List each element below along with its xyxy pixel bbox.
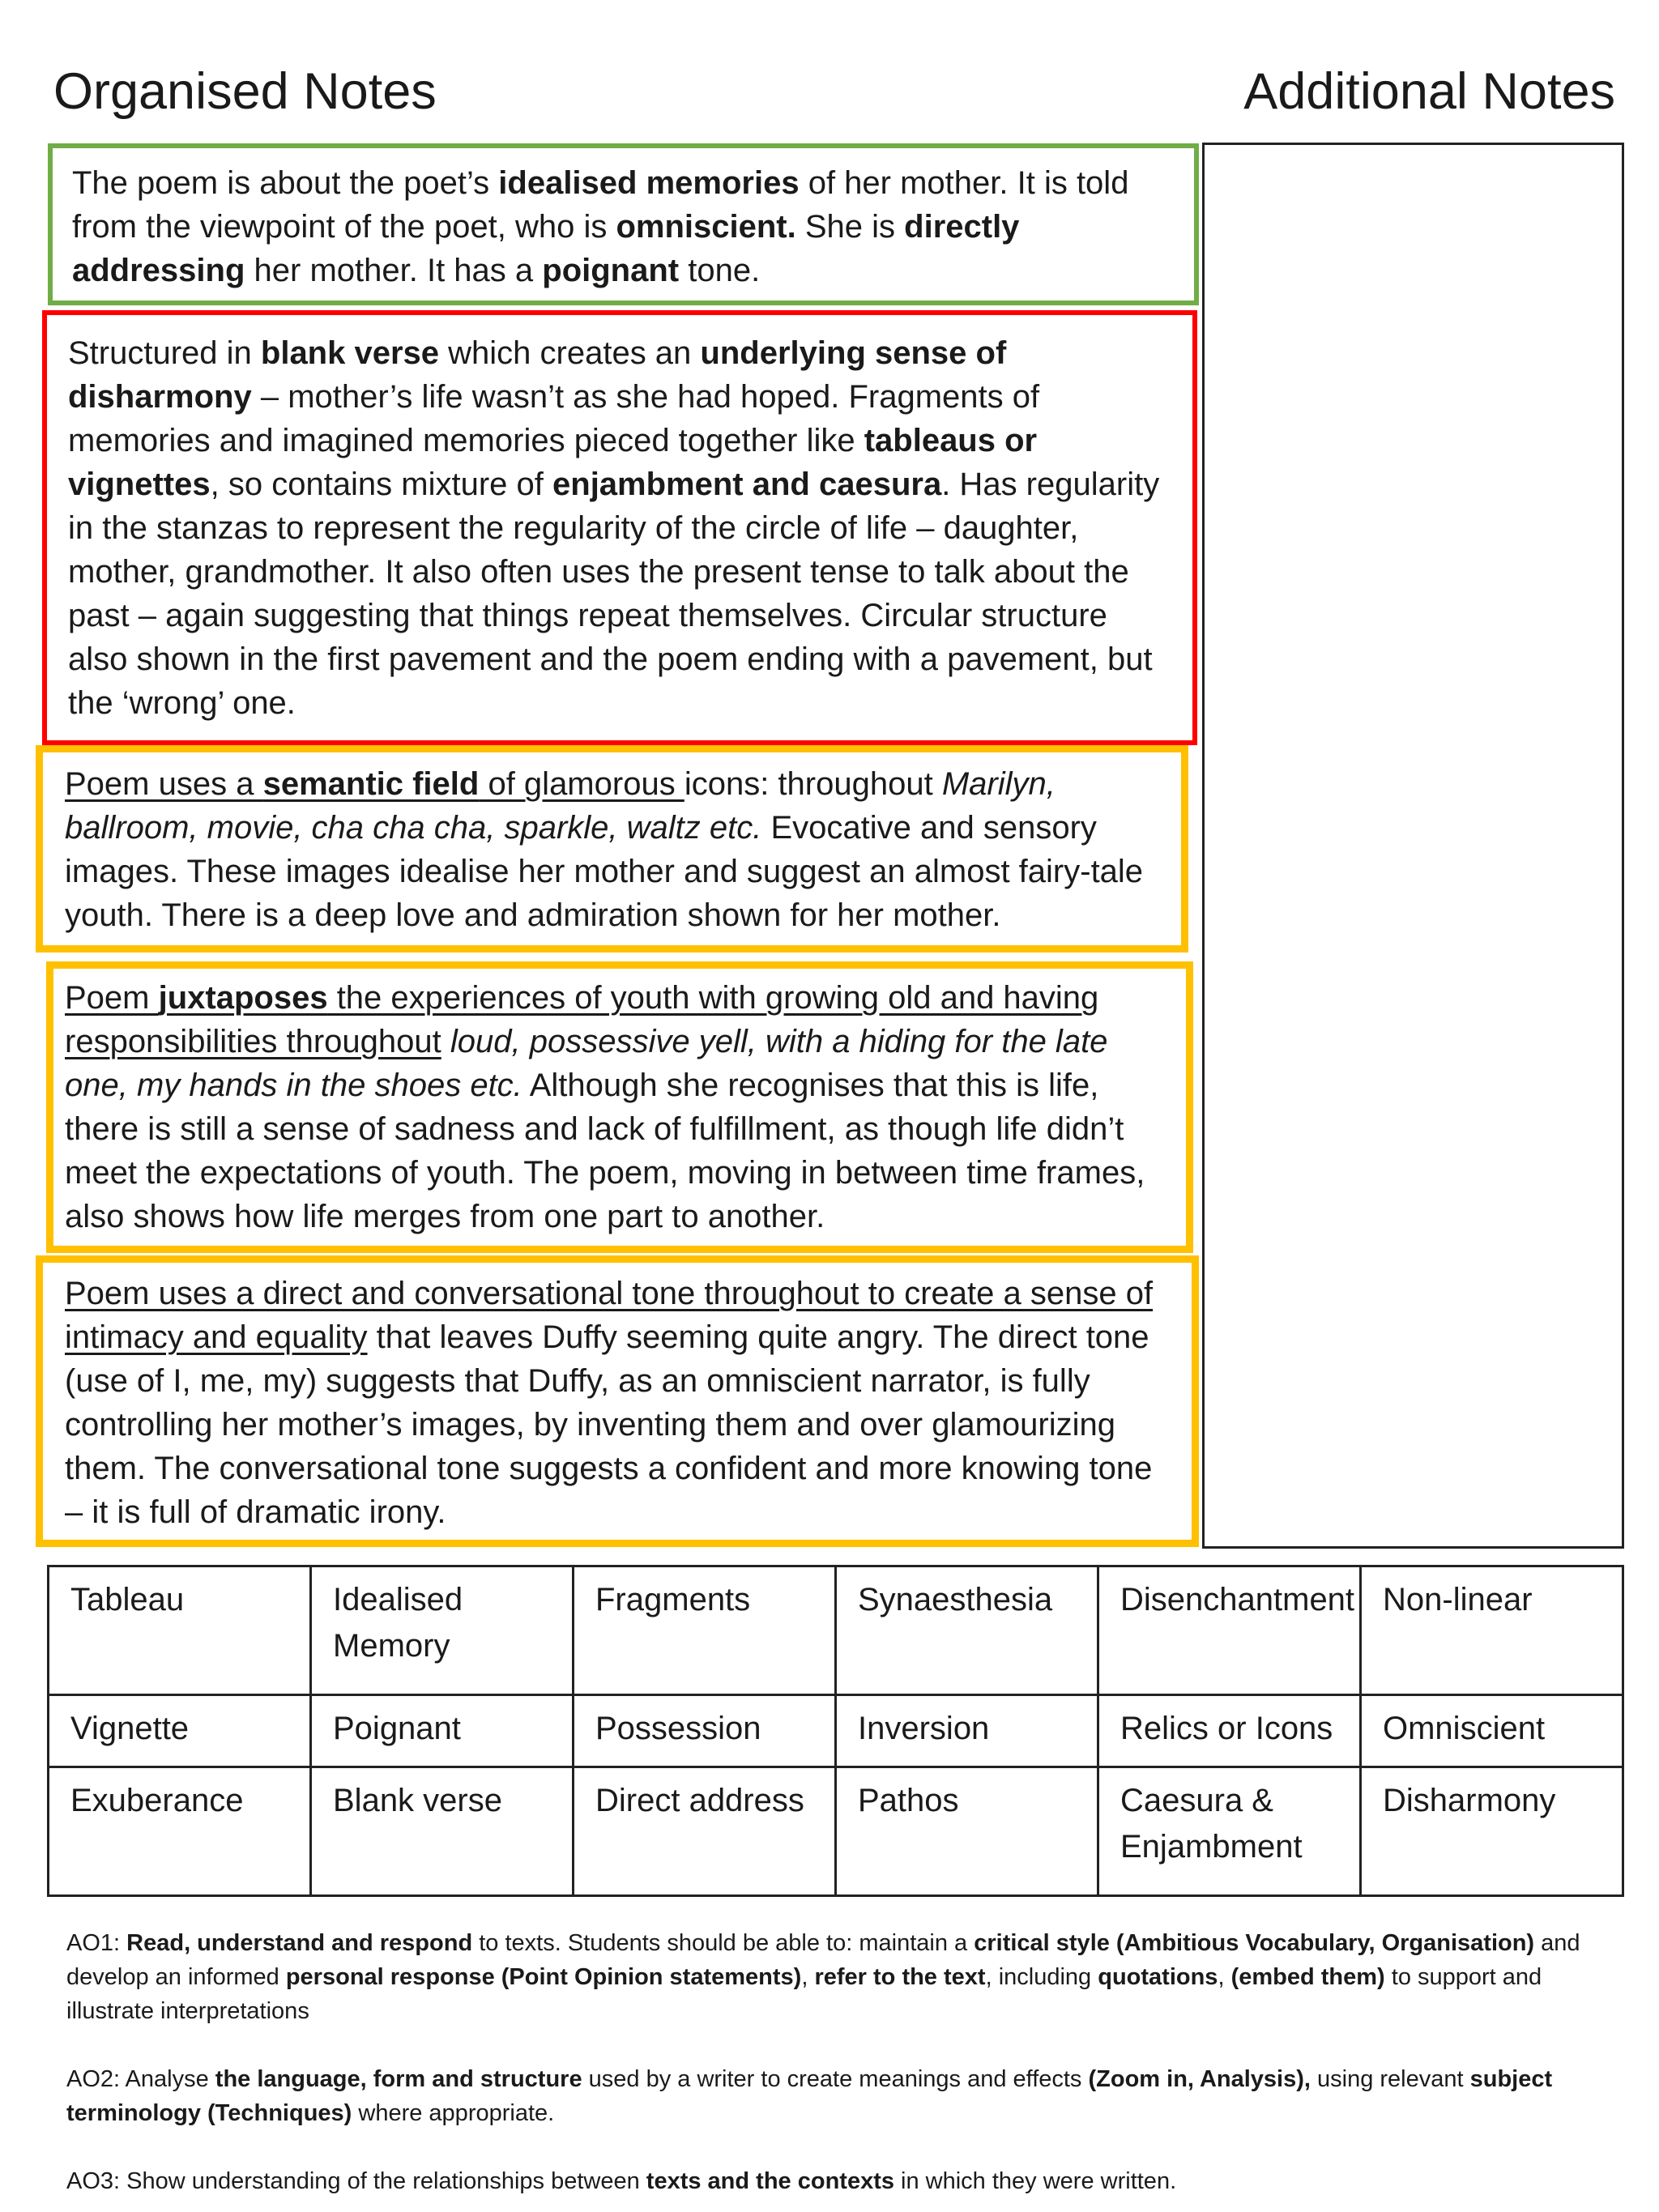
text-run: – mother’s life wasn’t as she had hoped. Fragments of memories and imagined memories pieced together like xyxy=(68,379,1040,458)
key-term: omniscient. xyxy=(616,209,796,245)
table-cell: Non-linear xyxy=(1361,1566,1623,1695)
text-run: Poem uses a xyxy=(65,766,263,802)
table-cell: Tableau xyxy=(49,1566,311,1695)
text-run: , xyxy=(1218,1964,1231,1990)
table-cell: Direct address xyxy=(574,1767,836,1895)
text-run: Poem xyxy=(65,980,159,1016)
key-term: Read, understand and respond xyxy=(126,1930,473,1956)
additional-notes-box[interactable] xyxy=(1202,143,1624,1549)
text-run: Poem uses a direct and conversational tone throughout to create a sense of intimacy and equality xyxy=(65,1276,1154,1355)
text-run: . Has regularity in the stanzas to represent the regularity of the circle of life – daughter, mother, grandmother. It also often uses the present tense to talk about the past – again suggesting that things repeat themselves. Circular structure also shown in the first pavement and the poem ending with a pavement, but the ‘wrong’ one. xyxy=(68,467,1160,721)
key-term: subject terminology (Techniques) xyxy=(66,2066,1553,2126)
text-run: Structured in xyxy=(68,335,261,371)
text-run: She is xyxy=(795,209,905,245)
note-text xyxy=(72,161,1175,292)
key-term: juxtaposes xyxy=(158,980,328,1016)
table-row xyxy=(49,1767,1623,1895)
tone-note xyxy=(36,1255,1199,1547)
table-cell: Inversion xyxy=(836,1695,1098,1767)
table-cell: Idealised Memory xyxy=(311,1566,574,1695)
text-run: and develop an informed xyxy=(66,1930,1580,1990)
note-text xyxy=(68,331,1173,725)
key-term: blank verse xyxy=(260,335,440,371)
key-term: critical style (Ambitious Vocabulary, Organisation) xyxy=(974,1930,1535,1956)
key-term: (Zoom in, Analysis), xyxy=(1088,2066,1311,2092)
key-term: personal response (Point Opinion statements) xyxy=(285,1964,802,1990)
ao2-criteria xyxy=(66,2062,1622,2130)
key-term: the language, form and structure xyxy=(215,2066,582,2092)
juxtaposition-note xyxy=(46,961,1193,1253)
text-run: Although she recognises that this is life, there is still a sense of sadness and lack of fulfillment, as though life didn’t meet the expectations of youth. The poem, moving in between time frames, also shows how life merges from one part to another. xyxy=(65,1068,1145,1234)
text-run: which creates an xyxy=(439,335,701,371)
key-term: (embed them) xyxy=(1230,1964,1385,1990)
text-run: to texts. Students should be able to: maintain a xyxy=(472,1930,975,1956)
table-cell: Fragments xyxy=(574,1566,836,1695)
text-run: that leaves Duffy seeming quite angry. The direct tone (use of I, me, my) suggests that Duffy, as an omniscient narrator, is fully controlling her mother’s images, by inventing them and over glamourizing them. The conversational tone suggests a confident and more knowing tone – it is full of dramatic irony. xyxy=(65,1319,1153,1530)
text-run: to support and illustrate interpretations xyxy=(66,1964,1542,2024)
key-term: semantic field xyxy=(262,766,480,802)
text-run: The poem is about the poet’s xyxy=(72,165,499,201)
text-run: , so contains mixture of xyxy=(210,467,553,502)
table-cell: Synaesthesia xyxy=(836,1566,1098,1695)
ao3-criteria xyxy=(66,2164,1622,2198)
text-run: AO3: Show understanding of the relationships between xyxy=(66,2168,646,2194)
additional-notes-heading: Additional Notes xyxy=(1243,63,1615,120)
text-run: Evocative and sensory images. These images idealise her mother and suggest an almost fairy-tale youth. There is a deep love and admiration shown for her mother. xyxy=(65,810,1144,933)
text-run: , xyxy=(801,1964,815,1990)
organised-notes-heading: Organised Notes xyxy=(53,63,437,120)
table-cell: Disharmony xyxy=(1361,1767,1623,1895)
table-cell: Caesura & Enjambment xyxy=(1098,1767,1361,1895)
table-cell: Poignant xyxy=(311,1695,574,1767)
text-run: AO1: xyxy=(66,1930,127,1956)
text-run: in which they were written. xyxy=(893,2168,1177,2194)
text-run: the experiences of youth with growing old and having responsibilities throughout xyxy=(65,980,1099,1059)
key-term: underlying sense of disharmony xyxy=(68,335,1007,415)
key-term: texts and the contexts xyxy=(646,2168,894,2194)
table-cell: Pathos xyxy=(836,1767,1098,1895)
key-term: tableaus or vignettes xyxy=(68,423,1038,502)
text-run: where appropriate. xyxy=(352,2100,555,2126)
semantic-field-note xyxy=(36,745,1188,953)
text-run: used by a writer to create meanings and effects xyxy=(582,2066,1089,2092)
text-run: her mother. It has a xyxy=(245,253,543,288)
criteria-text xyxy=(66,1926,1622,2028)
key-term: poignant xyxy=(542,253,680,288)
text-run: tone. xyxy=(679,253,761,288)
table-cell: Omniscient xyxy=(1361,1695,1623,1767)
quotation: Marilyn, ballroom, movie, cha cha cha, sparkle, waltz etc. xyxy=(65,766,1056,846)
note-text xyxy=(65,976,1168,1238)
poem-overview-note xyxy=(48,143,1199,305)
key-term: quotations xyxy=(1098,1964,1218,1990)
text-run: of glamorous xyxy=(479,766,684,802)
table-cell: Exuberance xyxy=(49,1767,311,1895)
structure-note xyxy=(42,310,1197,745)
note-text xyxy=(65,1272,1174,1534)
text-run: , including xyxy=(985,1964,1098,1990)
terminology-table xyxy=(47,1565,1624,1897)
text-run xyxy=(441,1024,450,1059)
quotation: loud, possessive yell, with a hiding for the late one, my hands in the shoes etc. xyxy=(65,1024,1108,1103)
table-row xyxy=(49,1566,1623,1695)
table-cell: Relics or Icons xyxy=(1098,1695,1361,1767)
key-term: enjambment and caesura xyxy=(552,467,942,502)
table-cell: Vignette xyxy=(49,1695,311,1767)
text-run: icons: throughout xyxy=(684,766,942,802)
text-run: using relevant xyxy=(1310,2066,1470,2092)
text-run: of her mother. It is told from the viewpoint of the poet, who is xyxy=(72,165,1129,245)
table-row xyxy=(49,1695,1623,1767)
criteria-text xyxy=(66,2164,1622,2198)
ao1-criteria xyxy=(66,1926,1622,2028)
table-cell: Possession xyxy=(574,1695,836,1767)
table-cell: Blank verse xyxy=(311,1767,574,1895)
key-term: idealised memories xyxy=(498,165,800,201)
text-run: AO2: Analyse xyxy=(66,2066,215,2092)
criteria-text xyxy=(66,2062,1622,2130)
key-term: refer to the text xyxy=(814,1964,986,1990)
key-term: directly addressing xyxy=(72,209,1020,288)
note-text xyxy=(65,762,1163,937)
table-cell: Disenchantment xyxy=(1098,1566,1361,1695)
